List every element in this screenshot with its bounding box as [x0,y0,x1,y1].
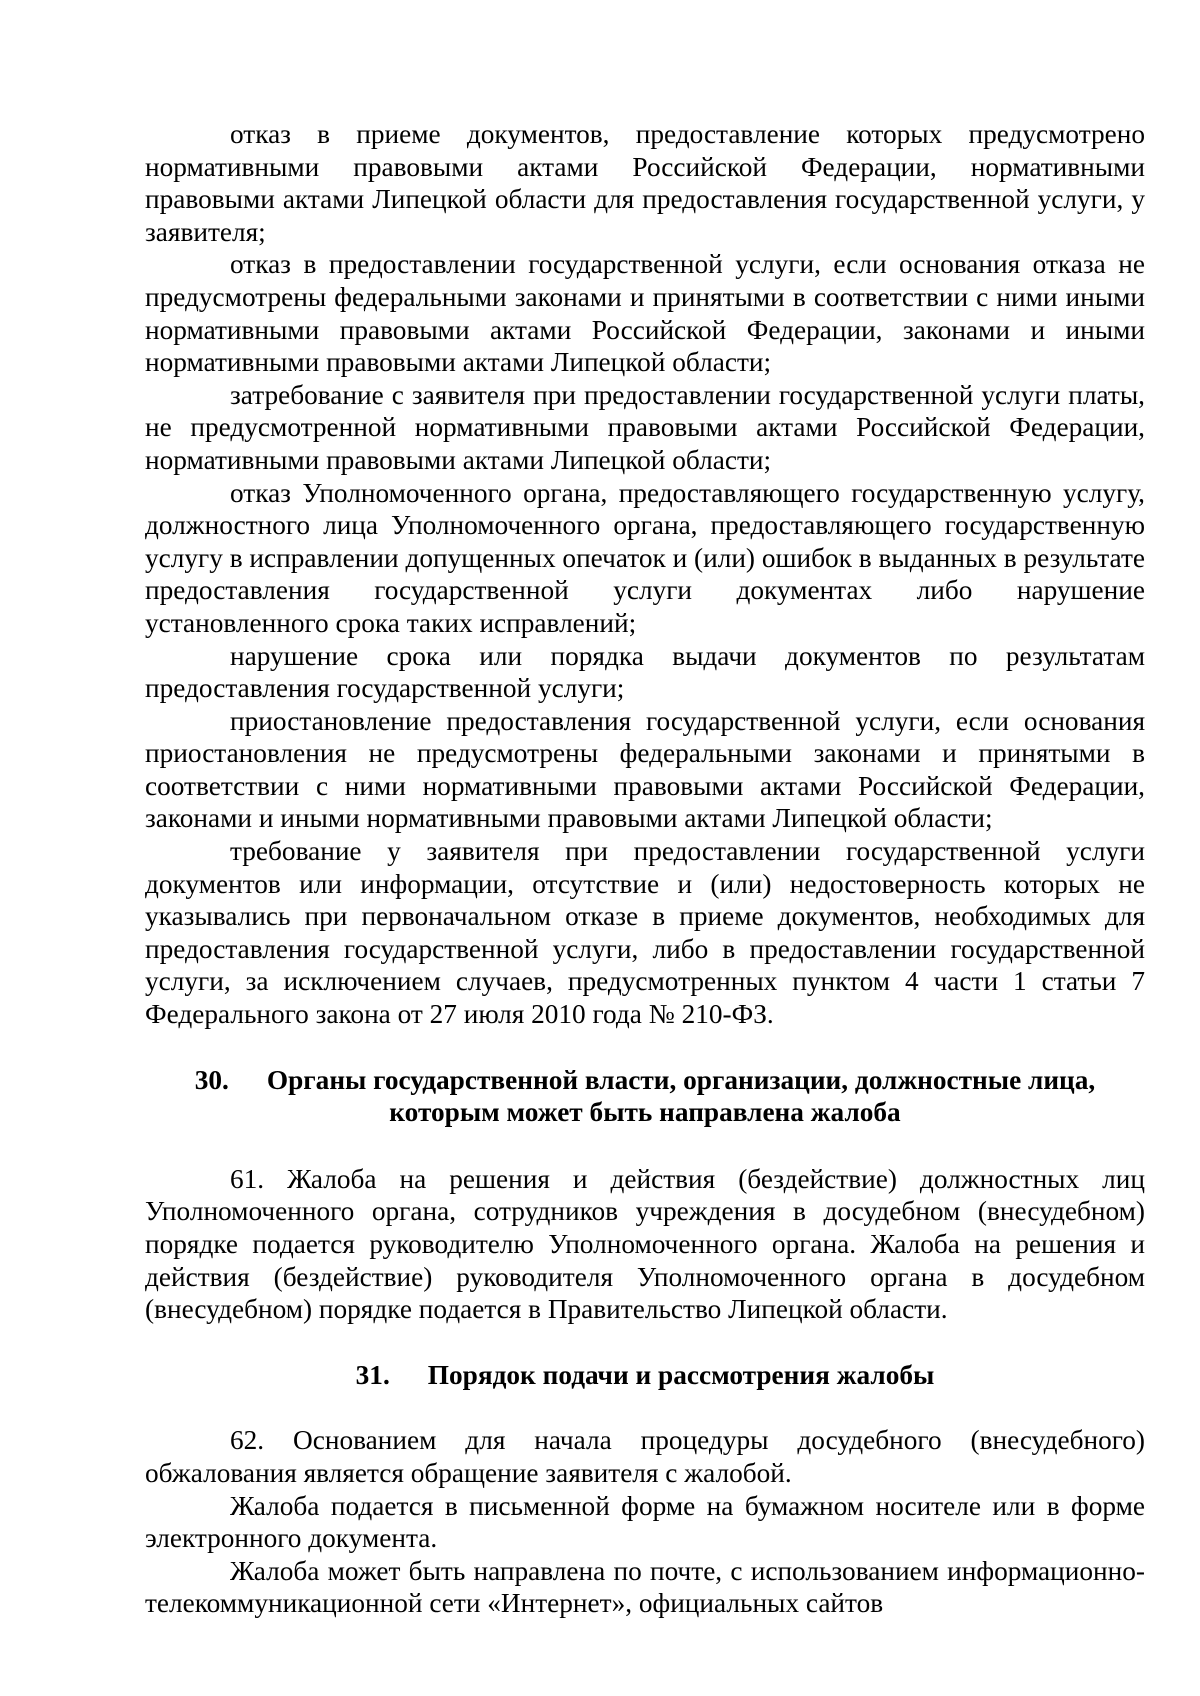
paragraph-refusal-documents: отказ в приеме документов, предоставление которых предусмотрено нормативными правовыми актами Российской Федерации, нормативными правовыми актами Липецкой области для предоставления государственной услуги, у заявителя; [145,119,1145,247]
paragraph-61: 61. Жалоба на решения и действия (бездействие) должностных лиц Уполномоченного органа, сотрудников учреждения в досудебном (внесудебном) порядке подается руководителю Уполномоченного органа. Жалоба на решения и действия (бездействие) руководителя Уполномоченного органа в досудебном (внесудебном) порядке подается в Правительство Липецкой области. [145,1163,1145,1325]
paragraph-complaint-form: Жалоба подается в письменной форме на бумажном носителе или в форме электронного документа. [145,1490,1145,1554]
paragraph-refusal-corrections: отказ Уполномоченного органа, предоставляющего государственную услугу, должностного лица Уполномоченного органа, предоставляющего государственную услугу в исправлении допущенных опечаток и (или) ошибок в выданных в результате предоставления государственной услуги документах либо нарушение установленного срока таких исправлений; [145,477,1145,638]
paragraph-refusal-service: отказ в предоставлении государственной услуги, если основания отказа не предусмотрены федеральными законами и принятыми в соответствии с ними иными нормативными правовыми актами Российской Федерации, законами и иными нормативными правовыми актами Липецкой области; [145,249,1145,378]
section-30-title-line1: Органы государственной власти, организации, должностные лица, [266,1064,1096,1095]
paragraph-extra-documents: требование у заявителя при предоставлении государственной услуги документов или информации, отсутствие и (или) недостоверность которых не указывались при первоначальном отказе в приеме документов, необходимых для предоставления государственной услуги, либо в предоставлении государственной услуги, за исключением случаев, предусмотренных пунктом 4 части 1 статьи 7 Федерального закона от 27 июля 2010 года № 210-ФЗ. [145,836,1145,1030]
section-31-number: 31. [355,1359,390,1390]
paragraph-complaint-channels: Жалоба может быть направлена по почте, с использованием информационно-телекоммуникационной сети «Интернет», официальных сайтов [145,1555,1145,1619]
section-30-title-line2: которым может быть направлена жалоба [389,1097,901,1128]
document-page [145,118,1145,1620]
section-30-heading [145,1064,1145,1129]
paragraph-suspension: приостановление предоставления государственной услуги, если основания приостановления не предусмотрены федеральными законами и принятыми в соответствии с ними нормативными правовыми актами Российской Федерации, законами и иными нормативными правовыми актами Липецкой области; [145,705,1145,834]
paragraph-62: 62. Основанием для начала процедуры досудебного (внесудебного) обжалования является обращение заявителя с жалобой. [145,1425,1145,1488]
section-30-number: 30. [194,1064,229,1095]
paragraph-fee-demand: затребование с заявителя при предоставлении государственной услуги платы, не предусмотренной нормативными правовыми актами Российской Федерации, нормативными правовыми актами Липецкой области; [145,379,1145,475]
paragraph-deadline-violation: нарушение срока или порядка выдачи документов по результатам предоставления государственной услуги; [145,640,1145,704]
section-31-heading [145,1359,1145,1392]
section-31-title: Порядок подачи и рассмотрения жалобы [427,1359,935,1390]
